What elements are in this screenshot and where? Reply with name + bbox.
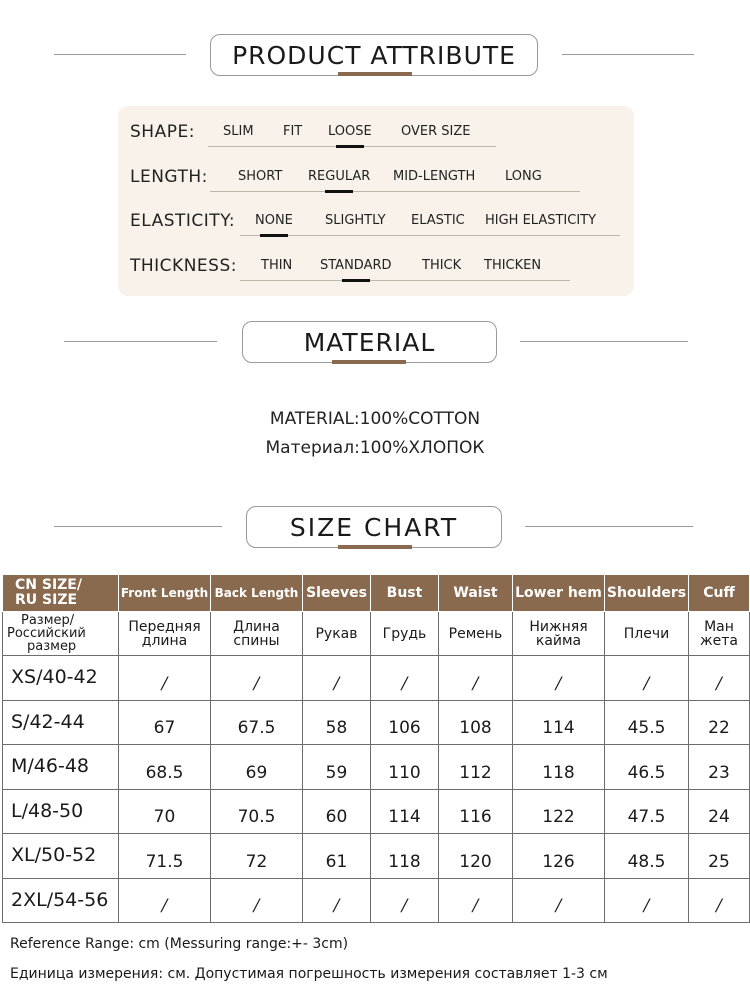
value-cell: 45.5	[605, 700, 689, 745]
value-cell: 70.5	[211, 789, 303, 834]
material-title: MATERIAL	[242, 321, 497, 363]
value-cell: /	[119, 878, 211, 923]
ru-header-front-length	[119, 612, 211, 656]
attribute-option: ELASTIC	[411, 213, 465, 228]
attribute-label: ELASTICITY:	[130, 211, 236, 231]
attribute-row-line	[240, 235, 620, 236]
ru-header-line: жета	[700, 632, 738, 649]
table-row	[3, 878, 750, 923]
attribute-option: LONG	[505, 169, 542, 184]
header-row-ru	[3, 612, 750, 656]
value-cell: 112	[439, 745, 513, 790]
attribute-option-selected: REGULAR	[308, 169, 371, 184]
attribute-row-line	[240, 280, 570, 281]
table-row	[3, 834, 750, 879]
value-cell: /	[605, 878, 689, 923]
value-cell: /	[211, 656, 303, 701]
ru-header-cuff	[689, 612, 750, 656]
material-left-line	[64, 341, 217, 342]
value-cell: 106	[371, 700, 439, 745]
ru-header-line: спины	[233, 632, 280, 649]
attribute-option: OVER SIZE	[401, 124, 471, 139]
header-front-length: Front Length	[119, 575, 211, 612]
attribute-option: HIGH ELASTICITY	[485, 213, 597, 228]
reference-range-en: Reference Range: cm (Messuring range:+- 3cm)	[10, 936, 349, 952]
header-cuff: Cuff	[689, 575, 750, 612]
value-cell: 122	[513, 789, 605, 834]
ru-header-line: кайма	[535, 632, 582, 649]
value-cell: 114	[371, 789, 439, 834]
size-cell: XL/50-52	[3, 834, 119, 879]
value-cell: /	[689, 656, 750, 701]
value-cell: /	[303, 878, 371, 923]
ru-header-size	[3, 612, 119, 656]
size-cell: XS/40-42	[3, 656, 119, 701]
value-cell: /	[211, 878, 303, 923]
header-lower-hem: Lower hem	[513, 575, 605, 612]
value-cell: 24	[689, 789, 750, 834]
value-cell: /	[513, 878, 605, 923]
table-row	[3, 745, 750, 790]
value-cell: /	[605, 656, 689, 701]
value-cell: 110	[371, 745, 439, 790]
value-cell: 120	[439, 834, 513, 879]
attribute-option-selected: LOOSE	[328, 124, 372, 139]
size-cell: 2XL/54-56	[3, 878, 119, 923]
attribute-option: SHORT	[238, 169, 283, 184]
size-cell: S/42-44	[3, 700, 119, 745]
value-cell: 60	[303, 789, 371, 834]
value-cell: 23	[689, 745, 750, 790]
value-cell: /	[513, 656, 605, 701]
ru-header-lower-hem	[513, 612, 605, 656]
attribute-row-length	[118, 167, 634, 197]
attribute-option-selected: NONE	[255, 213, 293, 228]
material-title-bar	[332, 360, 406, 364]
reference-range-ru: Единица измерения: см. Допустимая погрешность измерения составляет 1-3 см	[10, 966, 608, 982]
value-cell: 25	[689, 834, 750, 879]
ru-header-back-length	[211, 612, 303, 656]
ru-header-line: Размер/	[21, 613, 75, 628]
header-cn-size-line: CN SIZE/	[15, 577, 82, 593]
value-cell: 70	[119, 789, 211, 834]
value-cell: 71.5	[119, 834, 211, 879]
ru-header-line: размер	[27, 639, 77, 654]
attribute-row-thickness	[118, 256, 634, 286]
attribute-title: PRODUCT ATTRIBUTE	[210, 34, 538, 76]
size-cell: M/46-48	[3, 745, 119, 790]
ru-header-bust: Грудь	[371, 612, 439, 656]
attribute-row-line	[210, 191, 580, 192]
material-text-ru: Материал:100%ХЛОПОК	[265, 438, 485, 458]
size-chart-left-line	[54, 526, 222, 527]
attribute-label: LENGTH:	[130, 167, 208, 187]
attribute-row-shape	[118, 122, 634, 152]
size-chart-title: SIZE CHART	[246, 506, 502, 548]
attribute-option: THICKEN	[484, 258, 542, 273]
attribute-option: MID-LENGTH	[393, 169, 476, 184]
value-cell: /	[303, 656, 371, 701]
ru-header-line: Передняя	[128, 618, 201, 635]
table-row	[3, 789, 750, 834]
ru-header-line: Нижняя	[529, 618, 588, 635]
table-row	[3, 700, 750, 745]
ru-header-sleeves: Рукав	[303, 612, 371, 656]
ru-header-line: длина	[141, 632, 188, 649]
table-row	[3, 656, 750, 701]
value-cell: /	[371, 656, 439, 701]
value-cell: 68.5	[119, 745, 211, 790]
value-cell: 69	[211, 745, 303, 790]
attribute-option-selected: STANDARD	[320, 258, 392, 273]
value-cell: 46.5	[605, 745, 689, 790]
ru-header-shoulders: Плечи	[605, 612, 689, 656]
ru-header-line: Ман	[704, 618, 734, 635]
value-cell: /	[689, 878, 750, 923]
attribute-left-line	[54, 54, 186, 55]
attribute-title-bar	[338, 72, 412, 76]
value-cell: 59	[303, 745, 371, 790]
size-chart-title-bar	[338, 545, 412, 549]
value-cell: 47.5	[605, 789, 689, 834]
header-sleeves: Sleeves	[303, 575, 371, 612]
attribute-option: THIN	[261, 258, 293, 273]
attribute-option: SLIGHTLY	[325, 213, 386, 228]
value-cell: 61	[303, 834, 371, 879]
value-cell: 118	[513, 745, 605, 790]
header-back-length: Back Length	[211, 575, 303, 612]
size-chart-table	[2, 574, 750, 923]
header-row-en	[3, 575, 750, 612]
header-ru-size-line: RU SIZE	[15, 592, 78, 608]
value-cell: /	[439, 878, 513, 923]
attribute-label: THICKNESS:	[130, 256, 237, 276]
ru-header-line: Длина	[233, 618, 280, 635]
value-cell: 22	[689, 700, 750, 745]
header-waist: Waist	[439, 575, 513, 612]
header-bust: Bust	[371, 575, 439, 612]
value-cell: 48.5	[605, 834, 689, 879]
value-cell: 114	[513, 700, 605, 745]
attribute-panel	[118, 106, 634, 296]
value-cell: 108	[439, 700, 513, 745]
header-cn-size	[3, 575, 119, 612]
value-cell: 118	[371, 834, 439, 879]
header-shoulders: Shoulders	[605, 575, 689, 612]
value-cell: 67	[119, 700, 211, 745]
attribute-option: SLIM	[223, 124, 254, 139]
ru-header-waist: Ремень	[439, 612, 513, 656]
material-text-en: MATERIAL:100%COTTON	[269, 409, 481, 429]
value-cell: 58	[303, 700, 371, 745]
ru-header-line: Российский	[7, 626, 86, 641]
value-cell: /	[439, 656, 513, 701]
value-cell: 116	[439, 789, 513, 834]
value-cell: 126	[513, 834, 605, 879]
size-cell: L/48-50	[3, 789, 119, 834]
value-cell: /	[119, 656, 211, 701]
value-cell: 67.5	[211, 700, 303, 745]
attribute-row-elasticity	[118, 211, 634, 241]
value-cell: 72	[211, 834, 303, 879]
material-right-line	[520, 341, 688, 342]
attribute-label: SHAPE:	[130, 122, 195, 142]
attribute-option: THICK	[422, 258, 462, 273]
value-cell: /	[371, 878, 439, 923]
attribute-right-line	[562, 54, 694, 55]
attribute-option: FIT	[283, 124, 303, 139]
size-chart-right-line	[525, 526, 693, 527]
